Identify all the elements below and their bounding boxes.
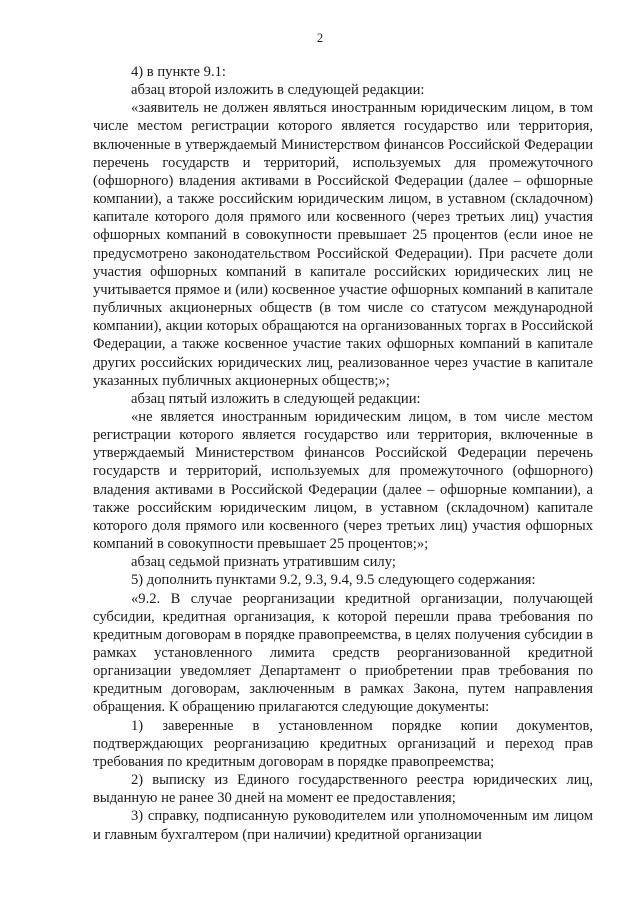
page-number: 2	[316, 31, 324, 45]
paragraph-list-item-3: 3) справку, подписанную руководителем или уполномоченным им лицом и главным бухгалтером (при наличии) кредитной организации	[93, 808, 593, 843]
paragraph-clause-9-2: «9.2. В случае реорганизации кредитной организации, получающей субсидии, кредитная организация, к которой перешли права требования по кредитным договорам в порядке правопреемства, в целях получения субсидии в рамках установленного лимита средств реорганизованной кредитной организации уведомляет Департамент о приобретении прав требования по кредитным договорам, заключенным в рамках Закона, путем направления обращения. К обращению прилагаются следующие документы:	[93, 590, 593, 716]
paragraph-abzac-sedmoy: абзац седьмой признать утратившим силу;	[131, 554, 396, 571]
paragraph-quote-ne-yavlyaetsya: «не является иностранным юридическим лицом, в том числе местом регистрации которого является государство или территория, включенные в утверждаемый Министерством финансов Российской Федерации перечень государств и территорий, используемых для промежуточного (офшорного) владения активами в Российской Федерации (далее – офшорные компании), а также российским юридическим лицом, в уставном (складочном) капитале которого доля прямого или косвенного (через третьих лиц) участия офшорных компаний в совокупности превышает 25 процентов;»;	[93, 408, 593, 553]
paragraph-item-5: 5) дополнить пунктами 9.2, 9.3, 9.4, 9.5 следующего содержания:	[131, 572, 536, 589]
document-body	[93, 63, 593, 844]
paragraph-abzac-vtoroy: абзац второй изложить в следующей редакции:	[131, 82, 425, 99]
paragraph-list-item-2: 2) выписку из Единого государственного реестра юридических лиц, выданную не ранее 30 дней на момент ее предоставления;	[93, 772, 593, 807]
paragraph-item-4: 4) в пункте 9.1:	[131, 64, 226, 80]
paragraph-abzac-pyatyy: абзац пятый изложить в следующей редакции:	[131, 390, 421, 407]
paragraph-list-item-1: 1) заверенные в установленном порядке копии документов, подтверждающих реорганизацию кредитных организаций и переход прав требования по кредитным договорам в порядке правопреемства;	[93, 717, 593, 770]
paragraph-quote-zayavitel: «заявитель не должен являться иностранным юридическим лицом, в том числе местом регистрации которого является государство или территория, включенные в утверждаемый Министерством финансов Российской Федерации перечень государств и территорий, используемых для промежуточного (офшорного) владения активами в Российской Федерации (далее – офшорные компании), а также российским юридическим лицом, в уставном (складочном) капитале которого доля прямого или косвенного (через третьих лиц) участия офшорных компаний в совокупности превышает 25 процентов (если иное не предусмотрено законодательством Российской Федерации). При расчете доли участия офшорных компаний в капитале российских юридических лиц не учитывается прямое и (или) косвенное участие офшорных компаний в капитале публичных акционерных обществ (в том числе со статусом международной компании), акции которых обращаются на организованных торгах в Российской Федерации, а также косвенное участие таких офшорных компаний в капитале других российских юридических лиц, реализованное через участие в капитале указанных публичных акционерных обществ;»;	[93, 100, 593, 389]
